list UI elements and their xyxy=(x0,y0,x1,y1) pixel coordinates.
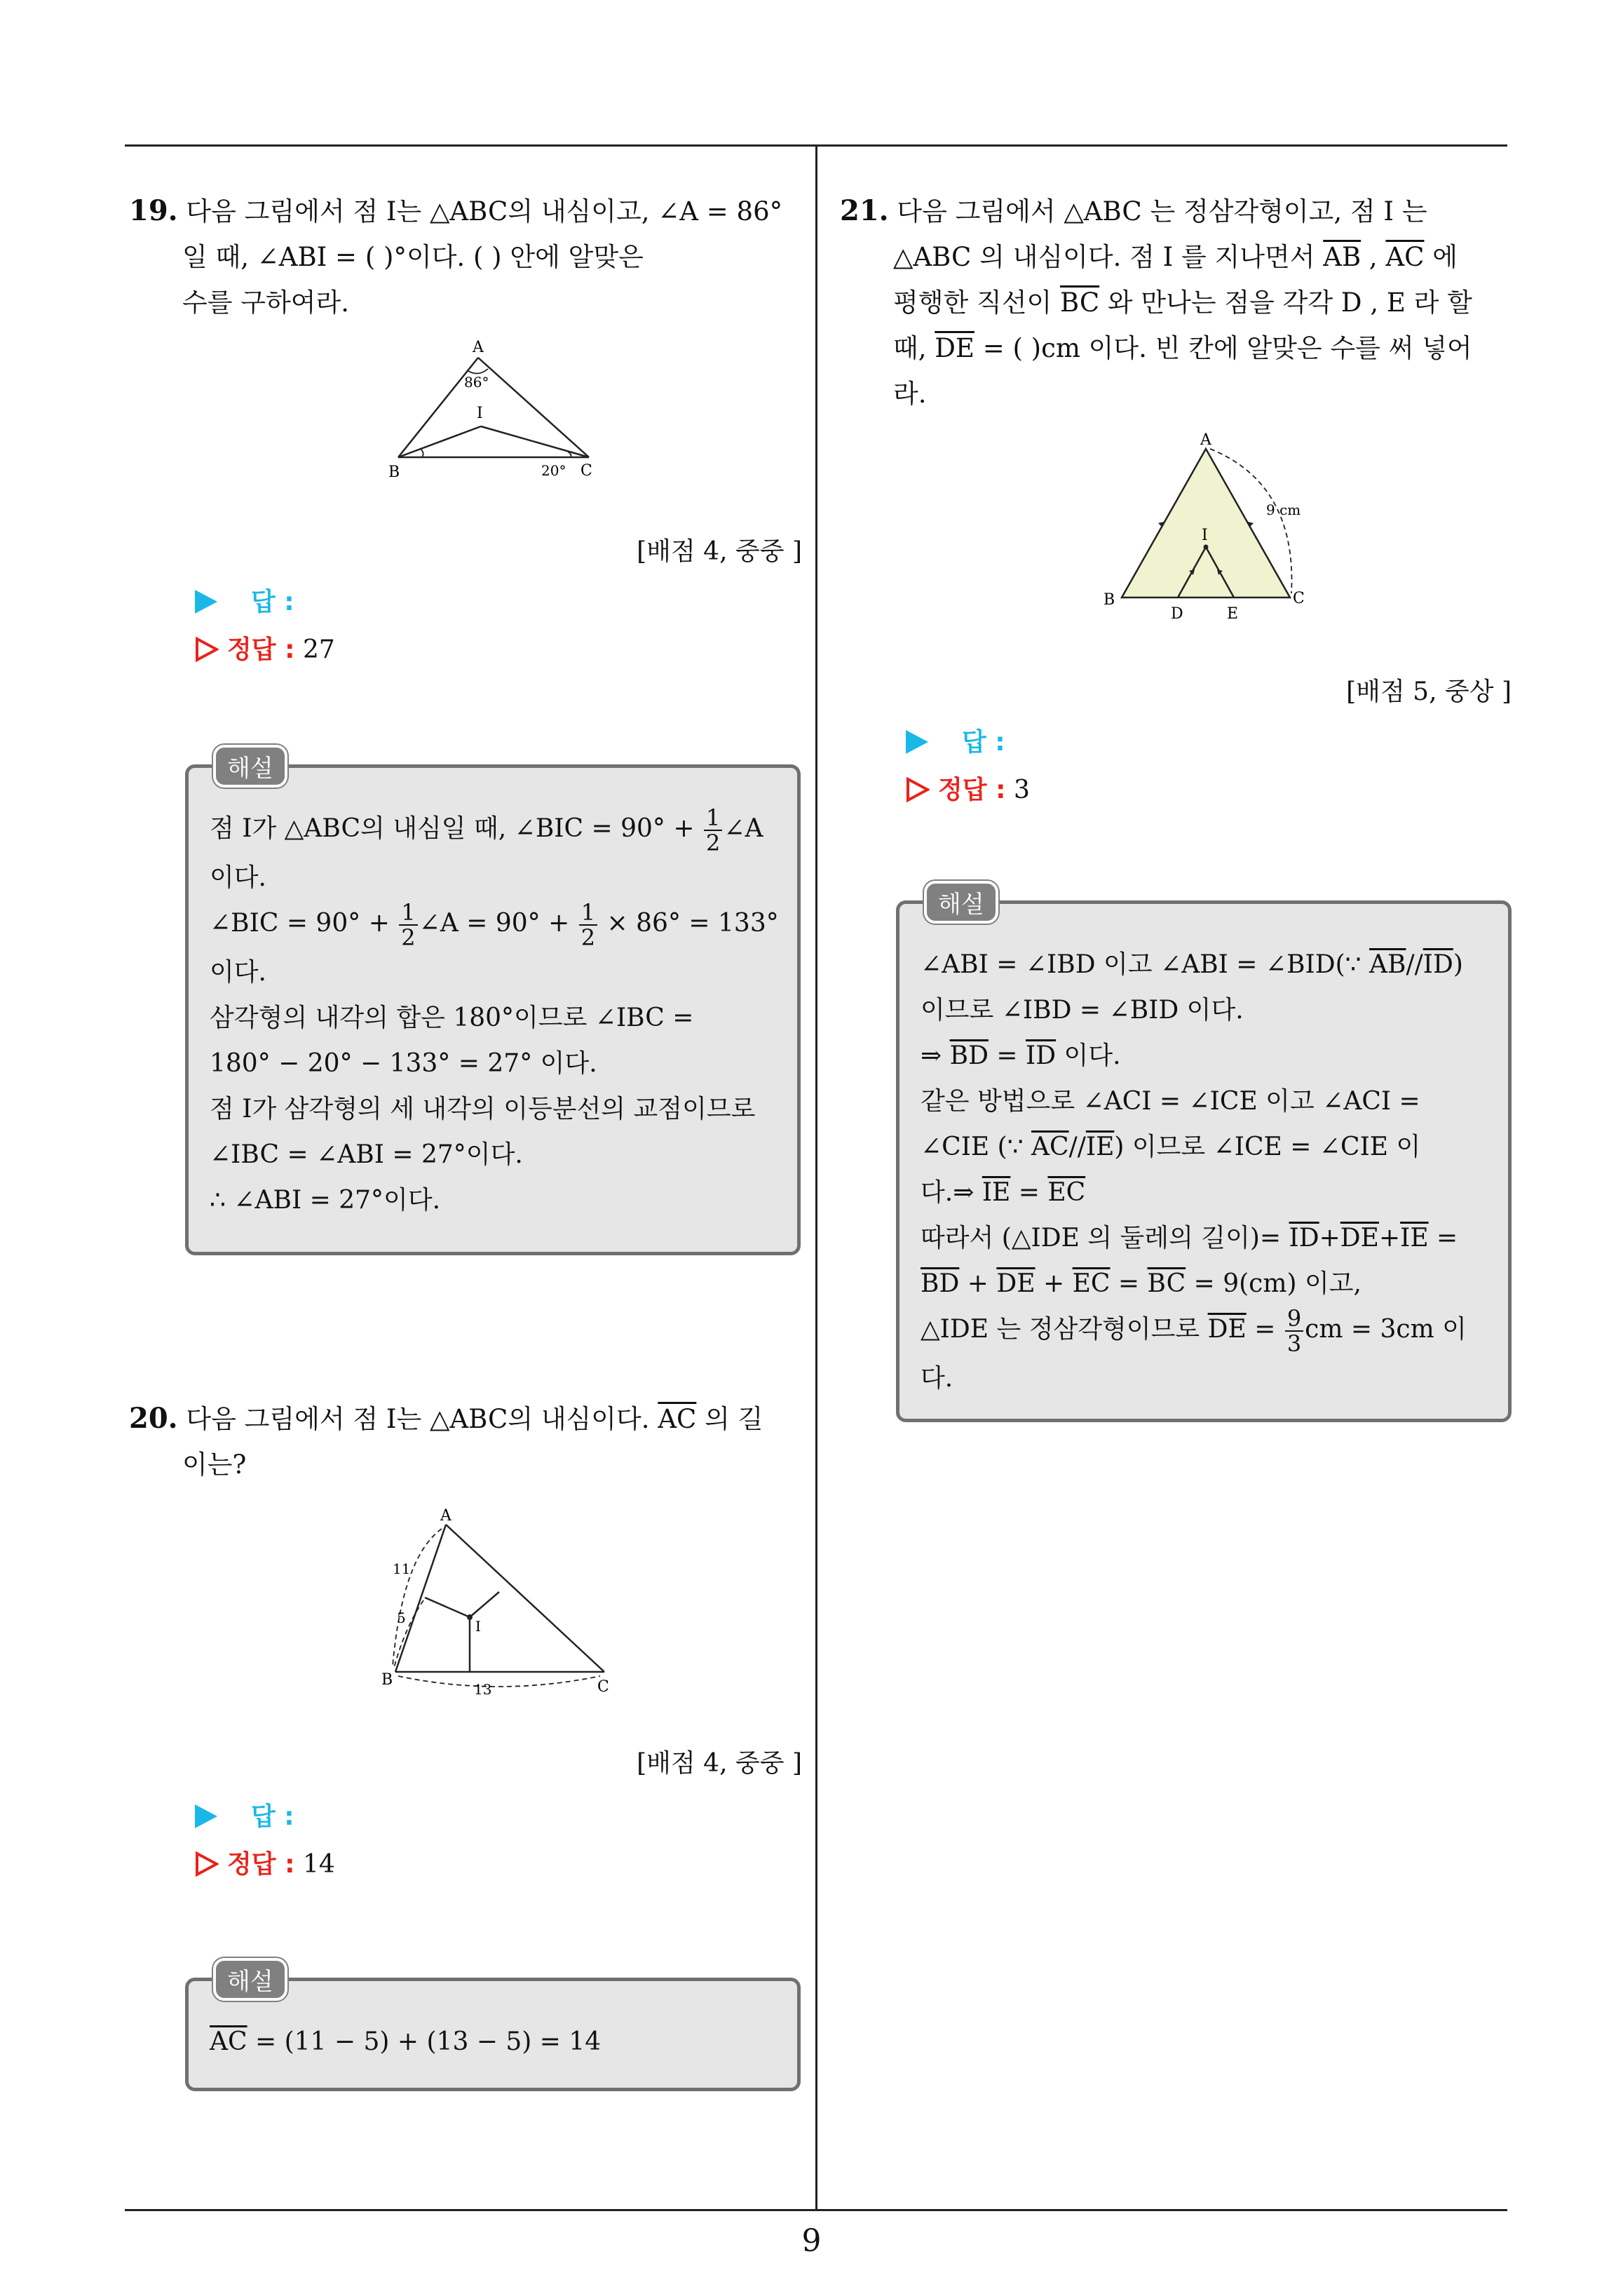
label-angle-A: 86° xyxy=(464,374,489,391)
label-E: E xyxy=(1227,605,1239,623)
answer-label: 답 : xyxy=(251,1802,294,1831)
solution-text: ∠BIC = 90° + xyxy=(210,909,398,938)
solution-text: 이다. xyxy=(210,863,266,892)
figure-q20-triangle xyxy=(372,1508,631,1697)
solution-text: 점 I가 삼각형의 세 내각의 이등분선의 교점이므로 xyxy=(210,1095,756,1123)
correct-label: 정답 : xyxy=(227,1850,295,1879)
solution-text: 다. xyxy=(921,1364,953,1393)
solution-tag: 해설 xyxy=(213,745,287,788)
solution-text: ∠A = 90° + xyxy=(419,909,578,938)
outline-triangle-icon xyxy=(195,1851,219,1877)
label-B: B xyxy=(388,464,400,481)
question-text: 수를 구하여라. xyxy=(182,288,349,318)
correct-answer-row-q20 xyxy=(195,1844,335,1880)
label-I: I xyxy=(477,405,483,422)
figure-q21-triangle xyxy=(1094,428,1325,624)
solution-box-q19 xyxy=(185,764,801,1255)
question-text: 이는? xyxy=(182,1450,247,1480)
score-q21: [배점 5, 중상 ] xyxy=(1346,677,1512,706)
answer-row-q21 xyxy=(906,722,1005,758)
figure-q19-triangle xyxy=(379,337,610,491)
segment-label: $\overline{AC}$ xyxy=(210,2027,247,2056)
answer-row-q19 xyxy=(195,582,294,618)
label-I: I xyxy=(475,1618,481,1635)
fraction: $\frac{1}{2}$ xyxy=(704,806,722,855)
question-text: 때, xyxy=(893,333,935,363)
answer-row-q20 xyxy=(195,1797,294,1832)
solution-text: × 86° = 133° xyxy=(599,909,779,938)
segment-label: $\overline{DE}$ xyxy=(935,333,975,363)
question-text: △ABC 의 내심이다. 점 I 를 지나면서 xyxy=(893,242,1324,272)
play-triangle-icon xyxy=(195,1804,217,1828)
answer-label: 답 : xyxy=(962,728,1005,757)
solution-text: ∠IBC = ∠ABI = 27°이다. xyxy=(210,1140,523,1169)
solution-text: 이다. xyxy=(210,958,266,987)
question-text: 다음 그림에서 △ABC 는 정삼각형이고, 점 I 는 xyxy=(897,196,1427,227)
question-text: 의 길 xyxy=(696,1404,763,1434)
label-C: C xyxy=(580,462,592,480)
label-A: A xyxy=(440,1508,451,1525)
correct-answer: 3 xyxy=(1013,776,1030,804)
question-text: 에 xyxy=(1424,242,1458,272)
solution-tag: 해설 xyxy=(213,1958,287,2001)
fraction: $\frac{1}{2}$ xyxy=(579,900,597,950)
label-11: 11 xyxy=(393,1560,411,1577)
label-D: D xyxy=(1171,605,1183,623)
question-number: 20. xyxy=(129,1402,178,1435)
score-q20: [배점 4, 중중 ] xyxy=(637,1749,802,1778)
label-A: A xyxy=(1200,431,1211,449)
play-triangle-icon xyxy=(906,730,928,754)
solution-box-q21: ∠ABI = ∠IBD 이고 ∠ABI = ∠BID(∵ $\overline{AB}//\overline{ID}$) 이므로 ∠IBD = ∠BID 이다. ⇒ $\overline{BD} = \overline{ID}$ 이다. 같은 방법으로 ∠ACI = ∠ICE 이고 ∠ACI = ∠CIE (∵ $\overline{AC}//\overline{IE}$) 이므로 ∠ICE = ∠CIE 이 다.⇒ $\overline{IE} = \overline{EC}$ 따라서 (△IDE 의 둘레의 길이)= $\overline{ID}+\overline{DE}+\overline{IE}$ = $\overline{BD} + \overline{DE} + \overline{EC} = \overline{BC} = 9(cm)$ 이고, △IDE 는 정삼각형이므로 $\overline{DE}$ = $\frac{9}{3}$ cm = 3cm 이 다. xyxy=(896,900,1512,1422)
question-number: 19. xyxy=(129,194,178,227)
answer-label: 답 : xyxy=(251,588,294,616)
label-C: C xyxy=(597,1678,609,1696)
bottom-rule xyxy=(125,2209,1507,2211)
question-text: , xyxy=(1361,242,1386,272)
solution-text: 같은 방법으로 ∠ACI = ∠ICE 이고 ∠ACI = xyxy=(921,1087,1420,1116)
play-triangle-icon xyxy=(195,590,217,614)
question-text: = ( )cm 이다. 빈 칸에 알맞은 수를 써 넣어 xyxy=(974,333,1472,363)
question-number: 21. xyxy=(840,194,889,227)
fraction: $\frac{9}{3}$ xyxy=(1285,1306,1303,1356)
correct-label: 정답 : xyxy=(227,635,295,664)
fraction: $\frac{1}{2}$ xyxy=(399,900,417,950)
correct-answer: 14 xyxy=(302,1850,335,1879)
label-C: C xyxy=(1293,590,1305,607)
segment-label: $\overline{BC}$ xyxy=(1059,288,1100,318)
solution-text: 180° − 20° − 133° = 27° 이다. xyxy=(210,1049,597,1078)
segment-label: $\overline{AC}$ xyxy=(1385,242,1425,272)
correct-label: 정답 : xyxy=(938,776,1006,804)
correct-answer-row-q19 xyxy=(195,630,335,666)
question-text: 다음 그림에서 점 I는 △ABC의 내심이고, ∠A = 86° xyxy=(186,196,783,227)
solution-tag: 해설 xyxy=(924,881,998,924)
label-B: B xyxy=(381,1671,393,1689)
label-13: 13 xyxy=(474,1681,492,1697)
question-20 xyxy=(129,1396,802,1487)
solution-text: 이므로 ∠IBD = ∠BID 이다. xyxy=(921,996,1244,1025)
question-text: 일 때, ∠ABI = ( )°이다. ( ) 안에 알맞은 xyxy=(182,242,644,272)
label-5: 5 xyxy=(397,1609,406,1626)
label-I: I xyxy=(1202,527,1208,544)
question-19 xyxy=(129,188,802,325)
solution-text: 점 I가 △ABC의 내심일 때, ∠BIC = 90° + xyxy=(210,814,702,843)
page-number: 9 xyxy=(801,2223,822,2259)
outline-triangle-icon xyxy=(195,637,219,662)
question-text: 평행한 직선이 xyxy=(893,288,1060,318)
solution-text: = (11 − 5) + (13 − 5) = 14 xyxy=(247,2027,602,2056)
question-text: 와 만나는 점을 각각 D , E 라 할 xyxy=(1099,288,1472,318)
correct-answer-row-q21 xyxy=(906,770,1030,806)
solution-text: ∴ ∠ABI = 27°이다. xyxy=(210,1186,441,1215)
label-angle-C: 20° xyxy=(541,462,566,479)
label-A: A xyxy=(473,339,484,356)
label-B: B xyxy=(1103,591,1115,609)
label-9cm: 9 cm xyxy=(1266,501,1301,518)
solution-text: 삼각형의 내각의 합은 180°이므로 ∠IBC = xyxy=(210,1004,694,1032)
solution-text: ∠A xyxy=(724,814,763,843)
score-q19: [배점 4, 중중 ] xyxy=(637,537,802,566)
correct-answer: 27 xyxy=(302,635,335,664)
outline-triangle-icon xyxy=(906,777,930,802)
segment-label: $\overline{AC}$ xyxy=(658,1404,697,1434)
column-divider xyxy=(815,146,817,2210)
question-text: 다음 그림에서 점 I는 △ABC의 내심이다. xyxy=(186,1404,658,1434)
question-text: 라. xyxy=(893,379,927,409)
segment-label: $\overline{AB}$ xyxy=(1323,242,1361,272)
question-21 xyxy=(840,188,1513,417)
